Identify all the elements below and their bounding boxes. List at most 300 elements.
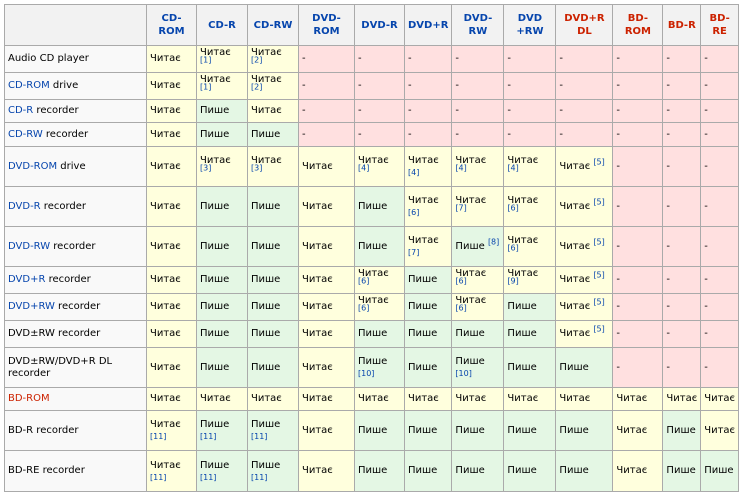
- cell-value: Читає: [302, 274, 333, 285]
- row-header-link[interactable]: DVD+RW: [8, 301, 55, 312]
- table-cell: [405, 451, 452, 492]
- table-cell: [663, 147, 701, 187]
- table-cell: [355, 321, 405, 348]
- column-header-dvd-rw[interactable]: DVD-RW: [452, 5, 504, 46]
- cell-value: -: [455, 128, 460, 140]
- table-cell: [504, 321, 556, 348]
- cell-value: Пише: [666, 465, 696, 476]
- footnote-ref-link[interactable]: [5]: [593, 297, 605, 307]
- column-header-bd-re[interactable]: BD-RE: [701, 5, 739, 46]
- table-cell: [147, 73, 197, 100]
- footnote-ref-link[interactable]: [6]: [358, 303, 370, 313]
- table-cell: [248, 267, 299, 294]
- footnote-ref-link[interactable]: [6]: [408, 208, 420, 217]
- table-cell: [147, 46, 197, 73]
- table-cell: [147, 348, 197, 388]
- table-cell: [701, 294, 739, 321]
- cell-value: Читає: [150, 128, 181, 140]
- table-cell: [248, 321, 299, 348]
- corner-cell: [5, 5, 147, 46]
- compatibility-table: [4, 4, 739, 492]
- footnote-ref-link[interactable]: [10]: [455, 369, 472, 378]
- table-cell: [701, 227, 739, 267]
- cell-value: Читає: [507, 154, 539, 166]
- cell-value: Читає: [150, 53, 181, 64]
- table-cell: [556, 147, 613, 187]
- cell-value: Пише: [507, 301, 537, 312]
- row-header: [5, 73, 147, 100]
- footnote-ref-link[interactable]: [8]: [487, 237, 500, 247]
- cell-value: -: [358, 105, 362, 116]
- cell-value: Читає: [150, 419, 181, 430]
- cell-value: Читає: [559, 301, 591, 312]
- table-cell: [197, 46, 248, 73]
- cell-value: Пише: [200, 240, 230, 252]
- table-cell: [355, 123, 405, 147]
- table-cell: [556, 123, 613, 147]
- table-cell: [613, 73, 663, 100]
- cell-value: Пише: [666, 424, 696, 436]
- table-cell: [355, 294, 405, 321]
- table-cell: [197, 147, 248, 187]
- table-cell: [405, 321, 452, 348]
- footnote-ref-link[interactable]: [9]: [507, 276, 519, 286]
- cell-value: Читає: [559, 200, 591, 212]
- cell-value: Читає: [666, 393, 698, 404]
- cell-value: Читає: [302, 361, 333, 373]
- table-cell: [663, 348, 701, 388]
- cell-value: Читає: [150, 393, 181, 404]
- cell-value: -: [408, 53, 412, 64]
- table-cell: [147, 321, 197, 348]
- table-cell: [299, 348, 355, 388]
- table-cell: [299, 100, 355, 123]
- cell-value: Читає: [150, 328, 181, 339]
- cell-value: Читає: [251, 393, 282, 404]
- footnote-ref-link[interactable]: [4]: [507, 163, 519, 173]
- table-cell: [248, 100, 299, 123]
- row-header-text: BD-R recorder: [8, 424, 79, 436]
- table-cell: [663, 411, 701, 451]
- table-cell: [197, 100, 248, 123]
- table-cell: [452, 187, 504, 227]
- table-cell: [504, 100, 556, 123]
- cell-value: Читає: [455, 154, 487, 166]
- table-cell: [405, 227, 452, 267]
- cell-value: Пише: [200, 459, 230, 471]
- cell-value: -: [507, 128, 512, 140]
- table-cell: [663, 46, 701, 73]
- footnote-ref-link[interactable]: [4]: [358, 163, 370, 173]
- table-cell: [613, 451, 663, 492]
- table-header: [5, 5, 739, 46]
- table-cell: [299, 451, 355, 492]
- table-cell: [197, 267, 248, 294]
- row-header-link[interactable]: BD-ROM: [8, 393, 50, 404]
- cell-value: Пише: [408, 328, 438, 339]
- table-cell: [197, 294, 248, 321]
- table-row: [5, 187, 739, 227]
- table-cell: [405, 46, 452, 73]
- row-header-text: recorder: [45, 274, 91, 285]
- footnote-ref-link[interactable]: [11]: [251, 432, 268, 441]
- table-cell: [504, 348, 556, 388]
- cell-value: Пише: [200, 105, 230, 116]
- table-cell: [299, 321, 355, 348]
- cell-value: Пише: [200, 328, 230, 339]
- table-cell: [197, 227, 248, 267]
- footnote-ref-link[interactable]: [11]: [200, 472, 217, 482]
- table-cell: [355, 147, 405, 187]
- table-cell: [663, 100, 701, 123]
- cell-value: Читає: [507, 393, 539, 404]
- cell-value: Пише: [408, 465, 438, 476]
- cell-value: Читає: [302, 424, 333, 436]
- table-cell: [147, 227, 197, 267]
- table-cell: [197, 411, 248, 451]
- cell-value: Читає: [704, 393, 736, 404]
- footnote-ref-link[interactable]: [1]: [200, 82, 212, 92]
- table-cell: [613, 187, 663, 227]
- table-row: [5, 227, 739, 267]
- cell-value: Пише: [358, 424, 388, 436]
- table-row: [5, 451, 739, 492]
- cell-value: -: [455, 80, 460, 91]
- cell-value: -: [559, 53, 564, 64]
- cell-value: -: [666, 128, 671, 140]
- row-header-text: BD-RE recorder: [8, 465, 85, 476]
- cell-value: Читає: [616, 424, 648, 436]
- cell-value: Читає: [251, 47, 282, 58]
- cell-value: -: [704, 105, 708, 116]
- cell-value: Читає: [302, 393, 333, 404]
- row-header-link[interactable]: DVD+R: [8, 274, 46, 285]
- row-header-text: Audio CD player: [8, 53, 89, 64]
- cell-value: Пише: [408, 301, 438, 312]
- table-cell: [663, 388, 701, 411]
- cell-value: -: [666, 328, 671, 339]
- cell-value: -: [358, 53, 362, 64]
- footnote-ref-link[interactable]: [1]: [200, 55, 212, 65]
- table-cell: [147, 147, 197, 187]
- column-header-dvd-rw[interactable]: DVD +RW: [504, 5, 556, 46]
- table-cell: [355, 73, 405, 100]
- cell-value: Читає: [455, 295, 487, 306]
- table-cell: [663, 451, 701, 492]
- table-cell: [355, 227, 405, 267]
- column-header-dvd-rom[interactable]: DVD-ROM: [299, 5, 355, 46]
- footnote-ref-link[interactable]: [5]: [593, 237, 605, 247]
- table-cell: [504, 227, 556, 267]
- footnote-ref-link[interactable]: [6]: [358, 276, 370, 286]
- table-cell: [405, 388, 452, 411]
- cell-value: Читає: [150, 301, 181, 312]
- column-header-cd-rom[interactable]: CD-ROM: [147, 5, 197, 46]
- cell-value: -: [616, 105, 621, 116]
- table-cell: [701, 73, 739, 100]
- cell-value: Читає: [358, 295, 389, 306]
- row-header: [5, 227, 147, 267]
- table-cell: [248, 294, 299, 321]
- cell-value: Читає: [358, 154, 389, 166]
- cell-value: Читає: [150, 105, 181, 116]
- row-header: [5, 451, 147, 492]
- footnote-ref-link[interactable]: [11]: [150, 432, 167, 441]
- table-cell: [197, 123, 248, 147]
- cell-value: Пише: [251, 419, 281, 430]
- cell-value: Пише: [507, 361, 537, 373]
- table-cell: [299, 187, 355, 227]
- footnote-ref-link[interactable]: [5]: [593, 270, 605, 280]
- table-cell: [452, 388, 504, 411]
- cell-value: Читає: [358, 268, 389, 279]
- cell-value: -: [408, 105, 412, 116]
- footnote-ref-link[interactable]: [6]: [455, 303, 467, 313]
- table-cell: [556, 187, 613, 227]
- cell-value: -: [455, 53, 460, 64]
- cell-value: Читає: [150, 240, 181, 252]
- table-cell: [197, 321, 248, 348]
- footnote-ref-link[interactable]: [6]: [507, 203, 519, 213]
- footnote-ref-link[interactable]: [11]: [200, 432, 217, 441]
- table-cell: [197, 348, 248, 388]
- cell-value: Читає: [251, 105, 282, 116]
- table-cell: [701, 348, 739, 388]
- cell-value: Читає: [302, 301, 333, 312]
- cell-value: Пише: [559, 465, 589, 476]
- footnote-ref-link[interactable]: [4]: [455, 163, 467, 173]
- table-cell: [663, 73, 701, 100]
- footnote-ref-link[interactable]: [10]: [358, 369, 375, 378]
- cell-value: Читає: [455, 268, 487, 279]
- table-cell: [556, 451, 613, 492]
- footnote-ref-link[interactable]: [11]: [251, 472, 268, 482]
- cell-value: Пише: [408, 274, 438, 285]
- cell-value: -: [704, 53, 708, 64]
- cell-value: Пише: [200, 200, 230, 212]
- footnote-ref-link[interactable]: [3]: [251, 163, 263, 173]
- row-header-text: drive: [49, 80, 79, 91]
- table-cell: [147, 123, 197, 147]
- table-cell: [701, 267, 739, 294]
- cell-value: Читає: [150, 459, 181, 471]
- row-header-text: recorder: [50, 240, 96, 252]
- table-cell: [556, 227, 613, 267]
- footnote-ref-link[interactable]: [5]: [593, 197, 605, 207]
- cell-value: -: [507, 53, 512, 64]
- cell-value: Читає: [200, 47, 231, 58]
- table-cell: [663, 187, 701, 227]
- cell-value: Читає: [302, 200, 333, 212]
- table-cell: [613, 411, 663, 451]
- row-header-link[interactable]: DVD-R: [8, 200, 41, 212]
- table-cell: [613, 123, 663, 147]
- table-cell: [147, 388, 197, 411]
- table-cell: [701, 388, 739, 411]
- cell-value: Читає: [507, 234, 539, 246]
- table-cell: [299, 388, 355, 411]
- footnote-ref-link[interactable]: [7]: [408, 248, 420, 257]
- table-cell: [248, 451, 299, 492]
- table-cell: [613, 348, 663, 388]
- column-header-dvd-r-dl[interactable]: DVD+R DL: [556, 5, 613, 46]
- footnote-ref-link[interactable]: [4]: [408, 168, 420, 177]
- table-row: [5, 294, 739, 321]
- table-cell: [405, 294, 452, 321]
- table-cell: [701, 147, 739, 187]
- row-header: [5, 147, 147, 187]
- table-cell: [701, 100, 739, 123]
- row-header-link[interactable]: DVD-RW: [8, 240, 51, 252]
- footnote-ref-link[interactable]: [6]: [507, 243, 519, 253]
- table-cell: [147, 411, 197, 451]
- table-cell: [556, 411, 613, 451]
- footnote-ref-link[interactable]: [3]: [200, 163, 212, 173]
- table-cell: [452, 411, 504, 451]
- table-cell: [452, 227, 504, 267]
- table-cell: [701, 321, 739, 348]
- cell-value: -: [666, 53, 671, 64]
- cell-value: Пише: [200, 361, 230, 373]
- table-cell: [355, 267, 405, 294]
- table-cell: [613, 147, 663, 187]
- table-cell: [504, 123, 556, 147]
- cell-value: Пише: [200, 274, 230, 285]
- table-cell: [405, 411, 452, 451]
- table-cell: [147, 187, 197, 227]
- row-header-link[interactable]: CD-RW: [8, 128, 43, 140]
- table-cell: [556, 348, 613, 388]
- cell-value: -: [666, 274, 671, 285]
- footnote-ref-link[interactable]: [2]: [251, 55, 263, 65]
- cell-value: Читає: [302, 465, 333, 476]
- table-cell: [663, 267, 701, 294]
- row-header-text: drive: [57, 160, 86, 172]
- cell-value: -: [704, 274, 708, 285]
- column-header-dvd-r[interactable]: DVD-R: [355, 5, 405, 46]
- cell-value: Пише: [358, 328, 388, 339]
- table-row: [5, 388, 739, 411]
- table-cell: [556, 294, 613, 321]
- footnote-ref-link[interactable]: [6]: [455, 276, 467, 286]
- row-header: [5, 321, 147, 348]
- column-header-bd-r[interactable]: BD-R: [663, 5, 701, 46]
- row-header: [5, 100, 147, 123]
- cell-value: Пише: [251, 200, 281, 212]
- table-cell: [504, 451, 556, 492]
- table-cell: [701, 123, 739, 147]
- table-cell: [147, 267, 197, 294]
- table-cell: [613, 227, 663, 267]
- table-cell: [452, 267, 504, 294]
- footnote-ref-link[interactable]: [7]: [455, 203, 467, 213]
- cell-value: Читає: [200, 154, 231, 166]
- table-cell: [197, 451, 248, 492]
- cell-value: -: [616, 80, 621, 91]
- table-cell: [452, 123, 504, 147]
- cell-value: Читає: [408, 393, 439, 404]
- column-header-dvd-r[interactable]: DVD+R: [405, 5, 452, 46]
- column-header-bd-rom[interactable]: BD-ROM: [613, 5, 663, 46]
- row-header: [5, 348, 147, 388]
- table-cell: [452, 46, 504, 73]
- cell-value: Читає: [616, 465, 648, 476]
- cell-value: -: [408, 80, 412, 91]
- footnote-ref-link[interactable]: [5]: [593, 324, 605, 334]
- cell-value: Читає: [507, 194, 539, 206]
- row-header-link[interactable]: CD-R: [8, 105, 34, 116]
- cell-value: Пише: [358, 356, 388, 367]
- footnote-ref-link[interactable]: [2]: [251, 82, 263, 92]
- cell-value: Пише: [200, 128, 230, 140]
- table-cell: [701, 411, 739, 451]
- table-cell: [452, 73, 504, 100]
- row-header-text: recorder: [33, 105, 79, 116]
- table-cell: [701, 451, 739, 492]
- table-cell: [405, 348, 452, 388]
- table-cell: [504, 294, 556, 321]
- cell-value: -: [704, 240, 708, 252]
- cell-value: Пише: [507, 328, 537, 339]
- cell-value: -: [616, 160, 621, 172]
- table-cell: [405, 100, 452, 123]
- table-row: [5, 123, 739, 147]
- cell-value: -: [666, 200, 671, 212]
- cell-value: -: [616, 53, 621, 64]
- column-header-cd-rw[interactable]: CD-RW: [248, 5, 299, 46]
- row-header: [5, 46, 147, 73]
- footnote-ref-link[interactable]: [11]: [150, 472, 167, 482]
- table-cell: [556, 267, 613, 294]
- table-cell: [355, 388, 405, 411]
- table-cell: [613, 294, 663, 321]
- cell-value: -: [559, 80, 564, 91]
- column-header-cd-r[interactable]: CD-R: [197, 5, 248, 46]
- row-header-text: recorder: [54, 301, 101, 312]
- table-cell: [147, 294, 197, 321]
- cell-value: Пише: [559, 361, 589, 373]
- table-cell: [299, 123, 355, 147]
- cell-value: -: [616, 301, 621, 312]
- row-header-link[interactable]: DVD-ROM: [8, 160, 58, 172]
- table-cell: [248, 123, 299, 147]
- table-cell: [613, 46, 663, 73]
- cell-value: Читає: [150, 361, 181, 373]
- table-cell: [452, 147, 504, 187]
- cell-value: Читає: [408, 155, 439, 166]
- cell-value: -: [559, 128, 564, 140]
- table-cell: [556, 100, 613, 123]
- table-cell: [452, 348, 504, 388]
- row-header-link[interactable]: CD-ROM: [8, 80, 50, 91]
- cell-value: Читає: [559, 274, 591, 285]
- cell-value: Читає: [200, 393, 231, 404]
- cell-value: Читає: [455, 194, 487, 206]
- footnote-ref-link[interactable]: [5]: [593, 157, 605, 167]
- table-cell: [504, 46, 556, 73]
- table-cell: [355, 411, 405, 451]
- table-cell: [556, 46, 613, 73]
- row-header-text: DVD±RW/DVD+R DL recorder: [8, 355, 113, 379]
- table-cell: [299, 147, 355, 187]
- cell-value: -: [616, 274, 621, 285]
- table-cell: [701, 46, 739, 73]
- table-cell: [197, 73, 248, 100]
- cell-value: Читає: [559, 160, 591, 172]
- cell-value: Пише: [507, 424, 537, 436]
- row-header: [5, 411, 147, 451]
- row-header: [5, 187, 147, 227]
